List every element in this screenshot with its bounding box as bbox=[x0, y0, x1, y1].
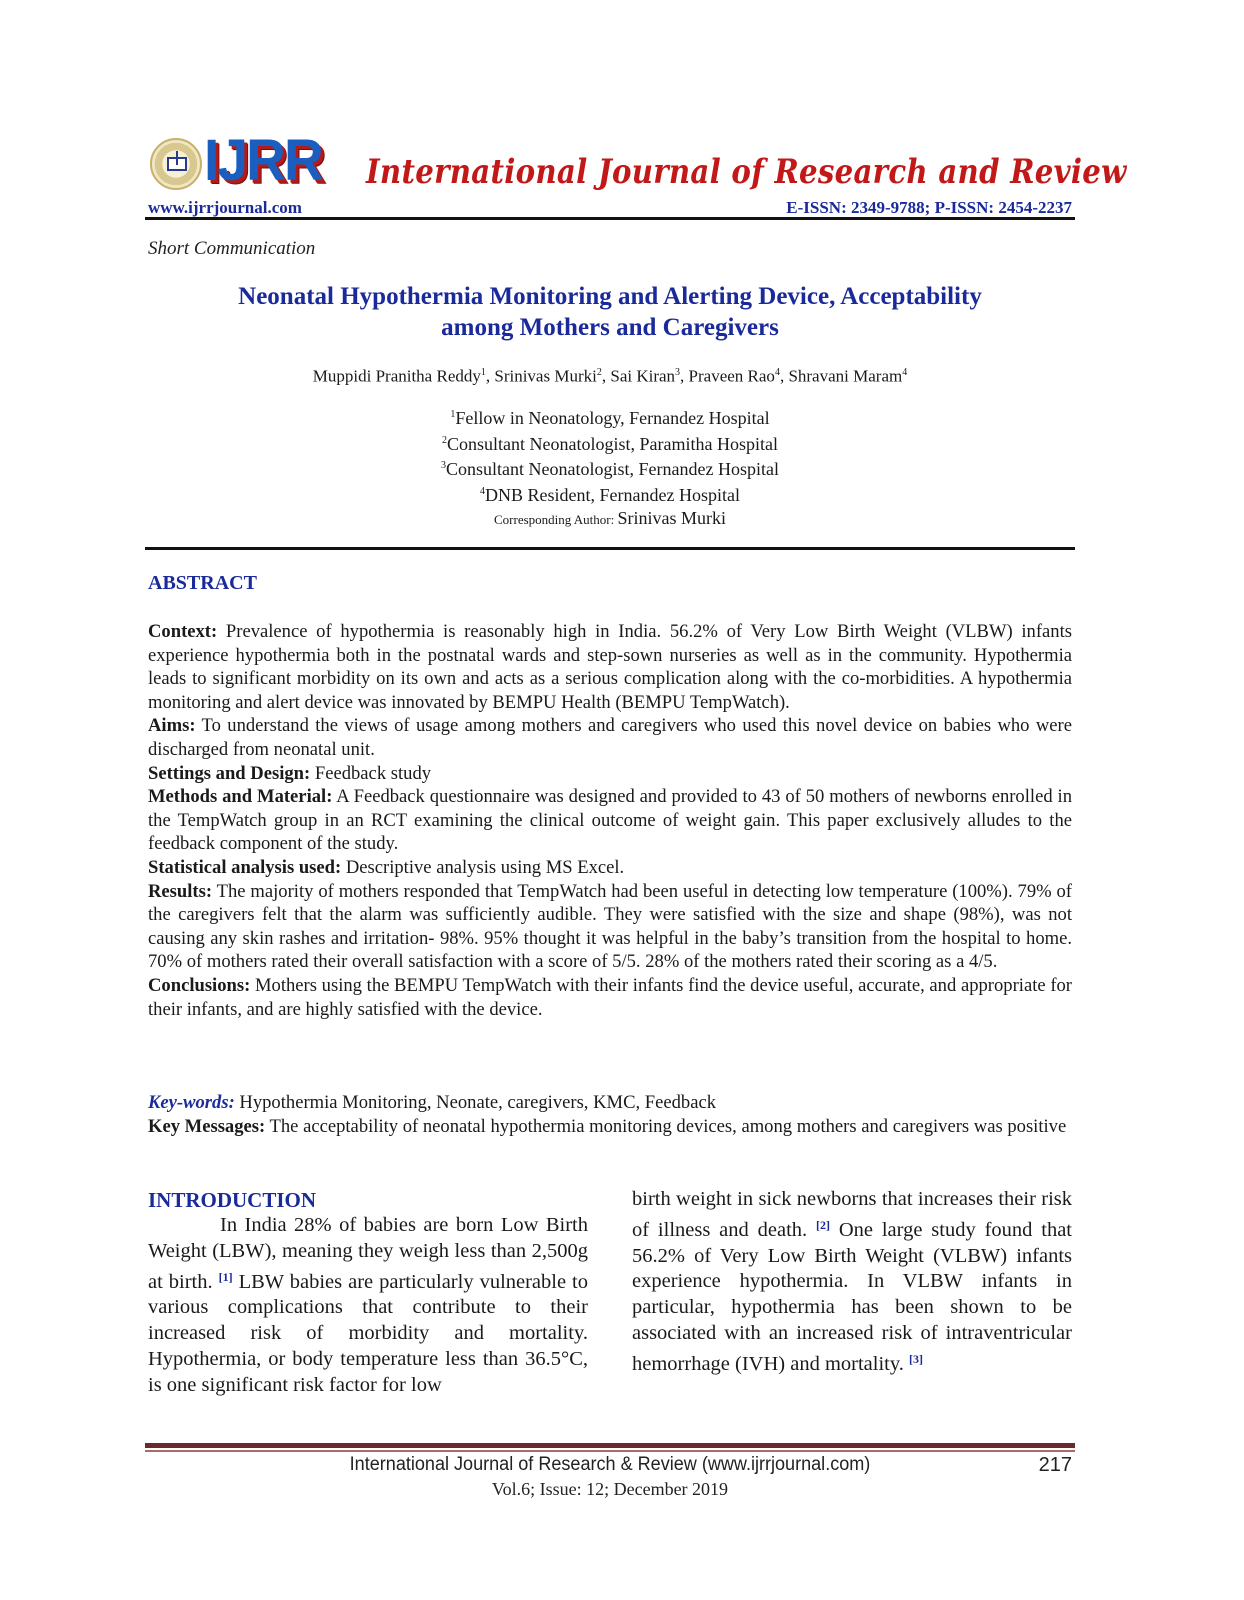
intro-text: birth weight in sick newborns that increases their risk of illness and death. bbox=[632, 1188, 1072, 1241]
abstract-aims bbox=[148, 714, 1072, 761]
journal-name: International Journal of Research and Review bbox=[366, 152, 1127, 192]
author-list: Muppidi Pranitha Reddy$^1$, Srinivas Murki$^2$, Sai Kiran$^3$, Praveen Rao$^4$, Shravani Maram$^4$ bbox=[312, 366, 908, 386]
author-affil-sup: 3 bbox=[675, 367, 681, 378]
introduction-heading: INTRODUCTION bbox=[148, 1188, 317, 1212]
intro-column-left bbox=[148, 1187, 588, 1399]
affiliation-list bbox=[145, 404, 1075, 506]
section-label: Conclusions: bbox=[148, 974, 251, 996]
citation-link[interactable]: [1] bbox=[218, 1269, 233, 1284]
section-text: A Feedback questionnaire was designed and provided to 43 of 50 mothers of newborns enrolled in the TempWatch group in an RCT examining the clinical outcome of weight gain. This paper exclusively alludes to the feedback component of the study. bbox=[148, 786, 1072, 855]
journal-issn: E-ISSN: 2349-9788; P-ISSN: 2454-2237 bbox=[786, 198, 1072, 217]
author-affil-sup: 1 bbox=[480, 367, 486, 378]
keywords-line bbox=[148, 1091, 1072, 1115]
key-messages-text: The acceptability of neonatal hypothermia monitoring devices, among mothers and caregivers was positive bbox=[265, 1115, 1067, 1137]
footer-divider bbox=[145, 1443, 1075, 1448]
abstract-methods bbox=[148, 785, 1072, 856]
intro-paragraph bbox=[148, 1213, 588, 1399]
keywords-label: Key-words: bbox=[148, 1092, 235, 1113]
affil-sup: 3 bbox=[441, 460, 447, 471]
key-messages-line bbox=[148, 1115, 1072, 1139]
footer-volume: Vol.6; Issue: 12; December 2019 bbox=[491, 1479, 729, 1499]
author-name: Muppidi Pranitha Reddy bbox=[312, 366, 481, 386]
affiliation-item bbox=[145, 455, 1075, 481]
section-text: Mothers using the BEMPU TempWatch with their infants find the device useful, accurate, and appropriate for their infants, and are highly satisfied with the device. bbox=[148, 974, 1072, 1020]
footer-journal: International Journal of Research & Review (www.ijrrjournal.com) bbox=[349, 1454, 871, 1475]
intro-column-right bbox=[632, 1187, 1072, 1378]
corresponding-author bbox=[145, 508, 1075, 529]
section-label: Settings and Design: bbox=[148, 762, 311, 784]
title-line-1: Neonatal Hypothermia Monitoring and Alerting Device, Acceptability bbox=[238, 283, 982, 310]
journal-url-link[interactable]: www.ijrrjournal.com bbox=[148, 198, 302, 217]
header-divider bbox=[145, 217, 1075, 220]
abstract-settings bbox=[148, 762, 1072, 786]
affil-sup: 4 bbox=[480, 485, 486, 497]
abstract-divider bbox=[145, 547, 1075, 550]
abstract-heading: ABSTRACT bbox=[148, 572, 257, 594]
footer-divider-thin bbox=[145, 1450, 1075, 1452]
abstract-statistics bbox=[148, 856, 1072, 880]
keywords-text: Hypothermia Monitoring, Neonate, caregivers, KMC, Feedback bbox=[234, 1092, 717, 1113]
key-messages-label: Key Messages: bbox=[148, 1115, 266, 1137]
affiliation-item bbox=[145, 430, 1075, 456]
citation-link[interactable]: [3] bbox=[909, 1351, 924, 1366]
page-number: 217 bbox=[1038, 1454, 1072, 1476]
corresponding-label: Corresponding Author: bbox=[493, 512, 618, 527]
corresponding-name: Srinivas Murki bbox=[617, 508, 726, 528]
ijrr-logo: IJRR bbox=[204, 128, 322, 193]
affil-text: Consultant Neonatologist, Paramitha Hospital bbox=[447, 433, 778, 454]
journal-seal-logo bbox=[150, 138, 202, 190]
section-text: Feedback study bbox=[310, 762, 432, 784]
section-label: Results: bbox=[148, 880, 213, 902]
section-label: Statistical analysis used: bbox=[148, 856, 342, 878]
article-title bbox=[145, 281, 1075, 343]
intro-text: In India 28% of babies are born Low Birth Weight (LBW), meaning they weigh less than 2,500g at birth. bbox=[148, 1214, 588, 1293]
intro-paragraph-cont bbox=[632, 1187, 1072, 1378]
author-name: Shravani Maram bbox=[788, 366, 903, 386]
affil-text: DNB Resident, Fernandez Hospital bbox=[485, 484, 740, 505]
abstract-body bbox=[148, 620, 1072, 1021]
article-type: Short Communication bbox=[148, 238, 316, 259]
section-text: Descriptive analysis using MS Excel. bbox=[341, 856, 625, 878]
section-text: Prevalence of hypothermia is reasonably high in India. 56.2% of Very Low Birth Weight (VLBW) infants experience hypothermia both in the postnatal wards and step-sown nurseries as well as in the community. Hypothermia leads to significant morbidity on its own and acts as a serious complication along with the co-morbidities. A hypothermia monitoring and alert device was innovated by BEMPU Health (BEMPU TempWatch). bbox=[148, 621, 1072, 713]
author-name: Praveen Rao bbox=[688, 366, 775, 386]
citation-link[interactable]: [2] bbox=[816, 1217, 830, 1232]
book-icon bbox=[167, 157, 187, 171]
section-label: Context: bbox=[148, 621, 218, 642]
section-label: Methods and Material: bbox=[148, 786, 333, 808]
section-text: The majority of mothers responded that TempWatch had been useful in detecting low temperature (100%). 79% of the caregivers felt that the alarm was sufficiently audible. They were satisfied with the size and shape (98%), was not causing any skin rashes and irritation- 98%. 95% thought it was helpful in the baby’s transition from the hospital to home. 70% of mothers rated their overall satisfaction with a score of 5/5. 28% of the mothers rated their scoring as a 4/5. bbox=[148, 880, 1072, 973]
author-name: Sai Kiran bbox=[610, 366, 676, 386]
affiliation-item bbox=[145, 404, 1075, 430]
intro-text: LBW babies are particularly vulnerable to various complications that contribute to their increased risk of morbidity and mortality. Hypothermia, or body temperature less than 36.5°C, is one significant risk factor for low bbox=[148, 1270, 589, 1396]
section-text: To understand the views of usage among mothers and caregivers who used this novel device on babies who were discharged from neonatal unit. bbox=[148, 715, 1072, 760]
title-line-2: among Mothers and Caregivers bbox=[441, 314, 779, 341]
abstract-context bbox=[148, 620, 1072, 714]
author-name: Srinivas Murki bbox=[494, 366, 597, 386]
abstract-results bbox=[148, 880, 1072, 974]
author-affil-sup: 4 bbox=[902, 367, 908, 378]
section-label: Aims: bbox=[148, 715, 196, 737]
abstract-conclusions bbox=[148, 974, 1072, 1021]
intro-text: One large study found that 56.2% of Very Low Birth Weight (VLBW) infants experience hypothermia. In VLBW infants in particular, hypothermia has been shown to be associated with an increased risk of intraventricular hemorrhage (IVH) and mortality. bbox=[632, 1218, 1072, 1375]
author-affil-sup: 2 bbox=[596, 367, 602, 378]
affil-text: Fellow in Neonatology, Fernandez Hospital bbox=[455, 408, 770, 428]
affil-sup: 2 bbox=[442, 434, 448, 446]
affil-text: Consultant Neonatologist, Fernandez Hospital bbox=[446, 459, 779, 479]
author-affil-sup: 4 bbox=[774, 367, 780, 378]
affil-sup: 1 bbox=[450, 409, 456, 420]
keywords-block bbox=[148, 1091, 1072, 1138]
affiliation-item bbox=[145, 481, 1075, 507]
